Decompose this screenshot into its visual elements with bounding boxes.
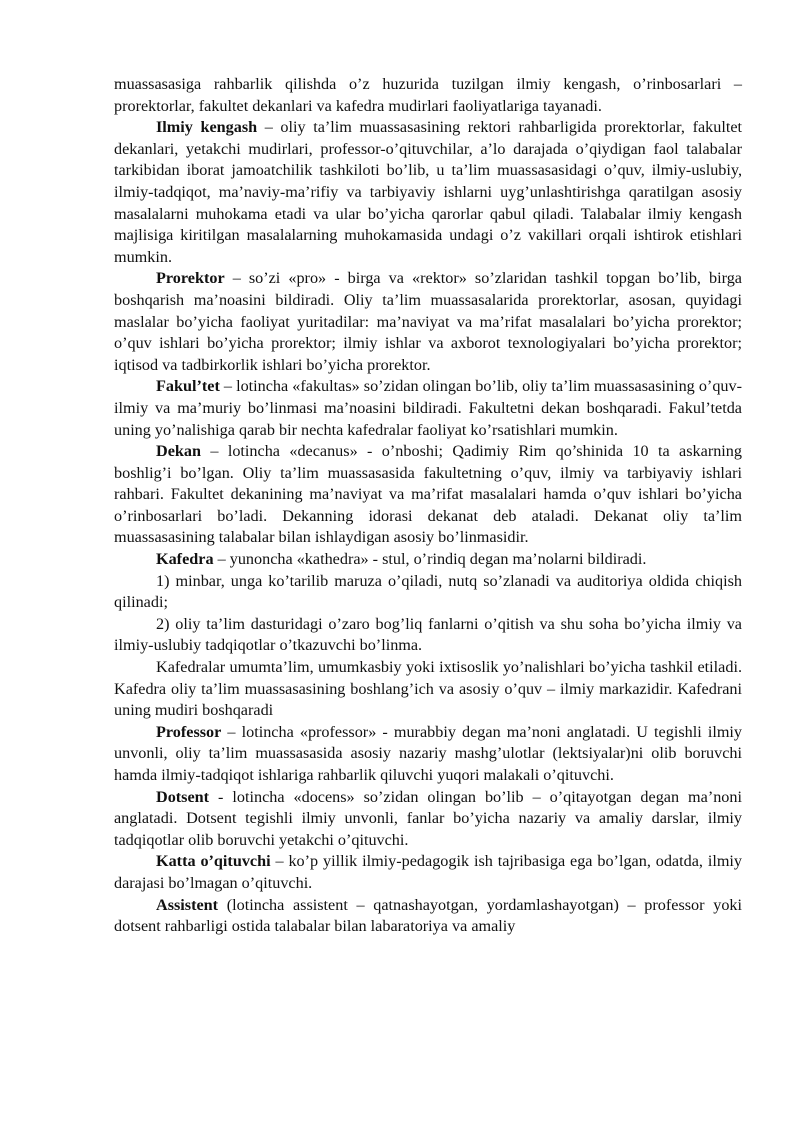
document-page [114,74,742,938]
paragraph-text: – ko’p yillik ilmiy-pedagogik ish tajribasiga ega bo’lgan, odatda, ilmiy darajasi bo’lmagan o’qituvchi. [114,852,742,892]
paragraph-text: - lotincha «docens» so’zidan olingan bo’lib – o’qitayotgan degan ma’noni anglatadi. Dotsent tegishli ilmiy unvonli, fanlar bo’yicha nazariy va amaliy darslar, ilmiy tadqiqotlar olib boruvchi yetakchi o’qituvchi. [114,787,742,849]
paragraph-kafedra [114,549,742,571]
term-professor: Professor [156,722,222,741]
term-ilmiy-kengash: Ilmiy kengash [156,118,258,137]
paragraph-continuation [114,74,742,117]
paragraph-kafedralar [114,657,742,722]
paragraph-dekan [114,441,742,549]
paragraph-prorektor [114,268,742,376]
paragraph-text: – lotincha «fakultas» so’zidan olingan bo’lib, oliy ta’lim muassasasining o’quv-ilmiy va ma’muriy bo’linmasi ma’noasini bildiradi. Fakultetni dekan boshqaradi. Fakul’tetda uning yo’nalishiga qarab bir nechta kafedralar faoliyat ko’rsatishlari mumkin. [114,377,742,439]
paragraph-text: muassasasiga rahbarlik qilishda o’z huzurida tuzilgan ilmiy kengash, o’rinbosarlari – prorektorlar, fakultet dekanlari va kafedra mudirlari faoliyatlariga tayanadi. [114,75,742,115]
paragraph-kafedra-meaning-1 [114,571,742,614]
term-fakultet: Fakul’tet [156,377,220,396]
paragraph-text: (lotincha assistent – qatnashayotgan, yordamlashayotgan) – professor yoki dotsent rahbarligi ostida talabalar bilan labaratoriya va amaliy [114,895,742,936]
paragraph-text: Kafedralar umumta’lim, umumkasbiy yoki ixtisoslik yo’nalishlari bo’yicha tashkil etiladi. Kafedra oliy ta’lim muassasasining boshlang’ich va asosiy o’quv – ilmiy markazidir. Kafedrani uning mudiri boshqaradi [114,658,742,720]
paragraph-professor [114,722,742,787]
term-prorektor: Prorektor [156,269,225,288]
paragraph-katta-oqituvchi [114,851,742,894]
paragraph-text: – lotincha «professor» - murabbiy degan ma’noni anglatadi. U tegishli ilmiy unvonli, oliy ta’lim muassasasida asosiy nazariy mashg’ulotlar (lektsiyalar)ni olib boruvchi hamda ilmiy-tadqiqot ishlariga rahbarlik qiluvchi yuqori malakali o’qituvchi. [114,722,742,784]
paragraph-ilmiy-kengash [114,117,742,268]
paragraph-text: – so’zi «pro» - birga va «rektor» so’zlaridan tashkil topgan bo’lib, birga boshqarish ma’noasini bildiradi. Oliy ta’lim muassasalarida prorektorlar, asosan, quyidagi maslalar bo’yicha faoliyat yuritadilar: ma’naviyat va ma’rifat masalalari bo’yicha prorektor; o’quv ishlari bo’yicha prorektor; ilmiy ishlar va axborot texnologiyalari bo’yicha prorektor; iqtisod va tadbirkorlik ishlari bo’yicha prorektor. [114,269,742,374]
paragraph-text: – yunoncha «kathedra» - stul, o’rindiq degan ma’nolarni bildiradi. [213,550,647,569]
term-katta-oqituvchi: Katta o’qituvchi [156,852,271,871]
paragraph-text: 2) oliy ta’lim dasturidagi o’zaro bog’liq fanlarni o’qitish va shu soha bo’yicha ilmiy va ilmiy-uslubiy tadqiqotlar o’tkazuvchi bo’linma. [114,614,742,655]
paragraph-text: 1) minbar, unga ko’tarilib maruza o’qiladi, nutq so’zlanadi va auditoriya oldida chiqish qilinadi; [114,571,742,612]
term-kafedra: Kafedra [156,550,214,569]
paragraph-dotsent [114,787,742,852]
paragraph-assistent [114,895,742,938]
paragraph-text: – lotincha «decanus» - o’nboshi; Qadimiy Rim qo’shinida 10 ta askarning boshlig’i bo’lgan. Oliy ta’lim muassasasida fakultetning o’quv, ilmiy va tarbiyaviy ishlari rahbari. Fakultet dekanining ma’naviyat va ma’rifat masalalari hamda o’quv ishlari bo’yicha o’rinbosarlari bo’ladi. Dekanning idorasi dekanat deb ataladi. Dekanat oliy ta’lim muassasasining talabalar bilan ishlaydigan asosiy bo’linmasidir. [114,442,742,547]
term-dotsent: Dotsent [156,787,210,806]
paragraph-text: – oliy ta’lim muassasasining rektori rahbarligida prorektorlar, fakultet dekanlari, yetakchi mudirlari, professor-o’qituvchilar, a’lo darajada o’qiydigan faol talabalar tarkibidan iborat jamoatchilik tashkiloti bo’lib, u ta’lim muassasasidagi o’quv, ilmiy-uslubiy, ilmiy-tadqiqot, ma’naviy-ma’rifiy va tarbiyaviy ishlarni uyg’unlashtirishga qaratilgan asosiy masalalarni muhokama etadi va ular bo’yicha qarorlar qabul qiladi. Talabalar ilmiy kengash majlisiga kiritilgan masalalarning muhokamasida undagi o’z vakillari orqali ishtirok etishlari mumkin. [114,118,743,266]
paragraph-kafedra-meaning-2 [114,614,742,657]
paragraph-fakultet [114,376,742,441]
term-assistent: Assistent [156,895,219,914]
term-dekan: Dekan [156,442,201,461]
